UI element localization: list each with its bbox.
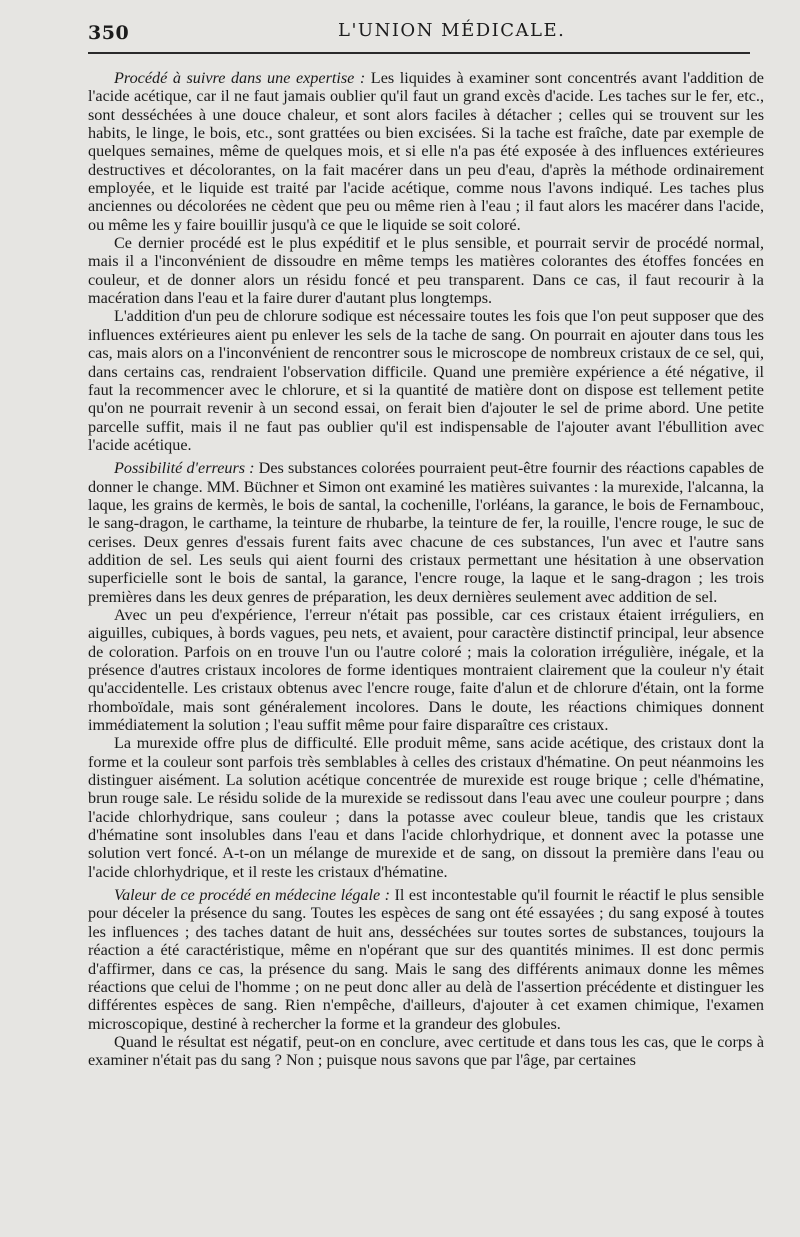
article-body <box>88 64 764 1070</box>
section-lead-errors: Possibilité d'erreurs : <box>114 459 255 478</box>
running-title: L'UNION MÉDICALE. <box>338 20 566 41</box>
paragraph-procedure <box>88 69 764 234</box>
paragraph-text: L'addition d'un peu de chlorure sodique est nécessaire toutes les fois que l'on peut supposer que des influences extérieures aient pu enlever les sels de la tache de sang. On pourrait en ajouter dans tous les cas, mais alors on a l'inconvénient de rencontrer sous le microscope de nombreux cristaux de ce sel, qui, dans certains cas, rendraient l'observation difficile. Quand une première expérience a été négative, il faut la recommencer avec le chlorure, et si la quantité de matière dont on dispose est tellement petite qu'on ne pourrait revenir à un second essai, on ferait bien d'ajouter le sel de prime abord. Une petite parcelle suffit, mais il ne faut pas oublier qu'il est indispensable de l'ajouter avant l'ébullition avec l'acide acétique. <box>88 307 764 454</box>
paragraph-errors <box>88 459 764 606</box>
paragraph-text: La murexide offre plus de difficulté. Elle produit même, sans acide acétique, des cristaux dont la forme et la couleur sont parfois très semblables à celles des cristaux d'hématine. On peut néanmoins les distinguer aisément. La solution acétique concentrée de murexide est rouge brique ; celle d'hématine, brun rouge sale. Le résidu solide de la murexide se redissout dans l'eau avec une couleur pourpre ; dans l'acide chlorhydrique, sans couleur ; dans la potasse avec couleur bleue, tandis que les cristaux d'hématine sont insolubles dans l'eau et dans l'acide chlorhydrique, et donnent avec la potasse une solution vert foncé. A-t-on un mélange de murexide et de sang, on dissout la première dans l'eau ou l'acide chlorhydrique, et il reste les cristaux d'hématine. <box>88 734 764 881</box>
paragraph-text: Quand le résultat est négatif, peut-on en conclure, avec certitude et dans tous les cas, que le corps à examiner n'était pas du sang ? Non ; puisque nous savons que par l'âge, par certaines <box>88 1032 764 1070</box>
header-rule <box>88 52 750 54</box>
paragraph-direct-method <box>88 234 764 307</box>
paragraph-text: Il est incontestable qu'il fournit le réactif le plus sensible pour déceler la présence du sang. Toutes les espèces de sang ont été essayées ; du sang exposé à toutes les influences ; des taches datant de huit ans, desséchées sur toutes sortes de substances, toujours la réaction a été caractéristique, même en n'opérant que sur des quantités minimes. Il est donc permis d'affirmer, dans ce cas, la présence du sang. Mais le sang des différents animaux donne les mêmes réactions que celui de l'homme ; on ne peut donc aller au delà de l'assertion précédente et distinguer les différentes espèces de sang. Rien n'empêche, d'ailleurs, d'ajouter à cet examen chimique, l'examen microscopique, destiné à rechercher la forme et la grandeur des globules. <box>88 886 764 1033</box>
section-lead-value: Valeur de ce procédé en médecine légale : <box>114 886 391 905</box>
paragraph-murexide <box>88 734 764 881</box>
paragraph-chloride <box>88 307 764 454</box>
paragraph-text: Avec un peu d'expérience, l'erreur n'était pas possible, car ces cristaux étaient irréguliers, en aiguilles, cubiques, à bords vagues, peu nets, et avaient, pour caractère distinctif principal, leur absence de coloration. Parfois on en trouve l'un ou l'autre coloré ; mais la coloration irrégulière, inégale, et la présence d'autres cristaux incolores de forme identiques montraient clairement que la couleur n'y était qu'accidentelle. Les cristaux obtenus avec l'encre rouge, faite d'alun et de chlorure d'étain, ont la forme rhomboïdale, mais sont généralement incolores. Dans le doute, les réactions chimiques donnent immédiatement la solution ; l'eau suffit même pour faire disparaître ces cristaux. <box>88 605 764 735</box>
paragraph-value <box>88 886 764 1033</box>
page-header <box>88 16 760 46</box>
paragraph-text: Ce dernier procédé est le plus expéditif et le plus sensible, et pourrait servir de procédé normal, mais il a l'inconvénient de dissoudre en même temps les matières colorantes des étoffes foncées en couleur, et de donner alors un résidu foncé et peu transparent. Dans ce cas, il faut recourir à la macération dans l'eau et la faire durer d'autant plus longtemps. <box>88 234 764 308</box>
paragraph-text: Des substances colorées pourraient peut-être fournir des réactions capables de donner le change. MM. Büchner et Simon ont examiné les matières suivantes : la murexide, l'alcanna, la laque, les grains de kermès, le bois de santal, la cochenille, l'orléans, la garance, le bois de Fernambouc, le sang-dragon, le carthame, la teinture de rhubarbe, la teinture de fer, la rouille, l'encre rouge, le suc de cerises. Deux genres d'essais furent faits avec chacune de ces substances, l'un avec et l'autre sans addition de sel. Les seuls qui aient fourni des cristaux permettant une hésitation à une observation superficielle sont le bois de santal, la garance, l'encre rouge, la laque et le sang-dragon ; les trois premières dans les deux genres de préparation, les deux dernières seulement avec addition de sel. <box>88 459 764 606</box>
paragraph-text: Les liquides à examiner sont concentrés avant l'addition de l'acide acétique, car il ne faut jamais oublier qu'il faut un grand excès d'acide. Les taches sur le fer, etc., sont desséchées à une douce chaleur, et sont alors faciles à détacher ; celles qui se trouvent sur les habits, le linge, le bois, etc., sont grattées ou bien excisées. Si la tache est fraîche, date par exemple de quelques semaines, même de quelques mois, et si elle n'a pas été exposée à des influences extérieures destructives et décolorantes, on la fait macérer dans un peu d'eau, d'après la méthode ordinairement employée, et le liquide est traité par l'acide acétique, comme nous l'avons indiqué. Les taches plus anciennes ou décolorées ne cèdent que peu ou même rien à l'eau ; il faut alors les macérer dans l'acide, ou même les y faire bouillir jusqu'à ce que le liquide se soit coloré. <box>88 69 764 234</box>
page-number: 350 <box>88 22 130 44</box>
paragraph-experience <box>88 606 764 734</box>
section-lead-procedure: Procédé à suivre dans une expertise : <box>114 69 366 87</box>
paragraph-negative-result <box>88 1033 764 1070</box>
